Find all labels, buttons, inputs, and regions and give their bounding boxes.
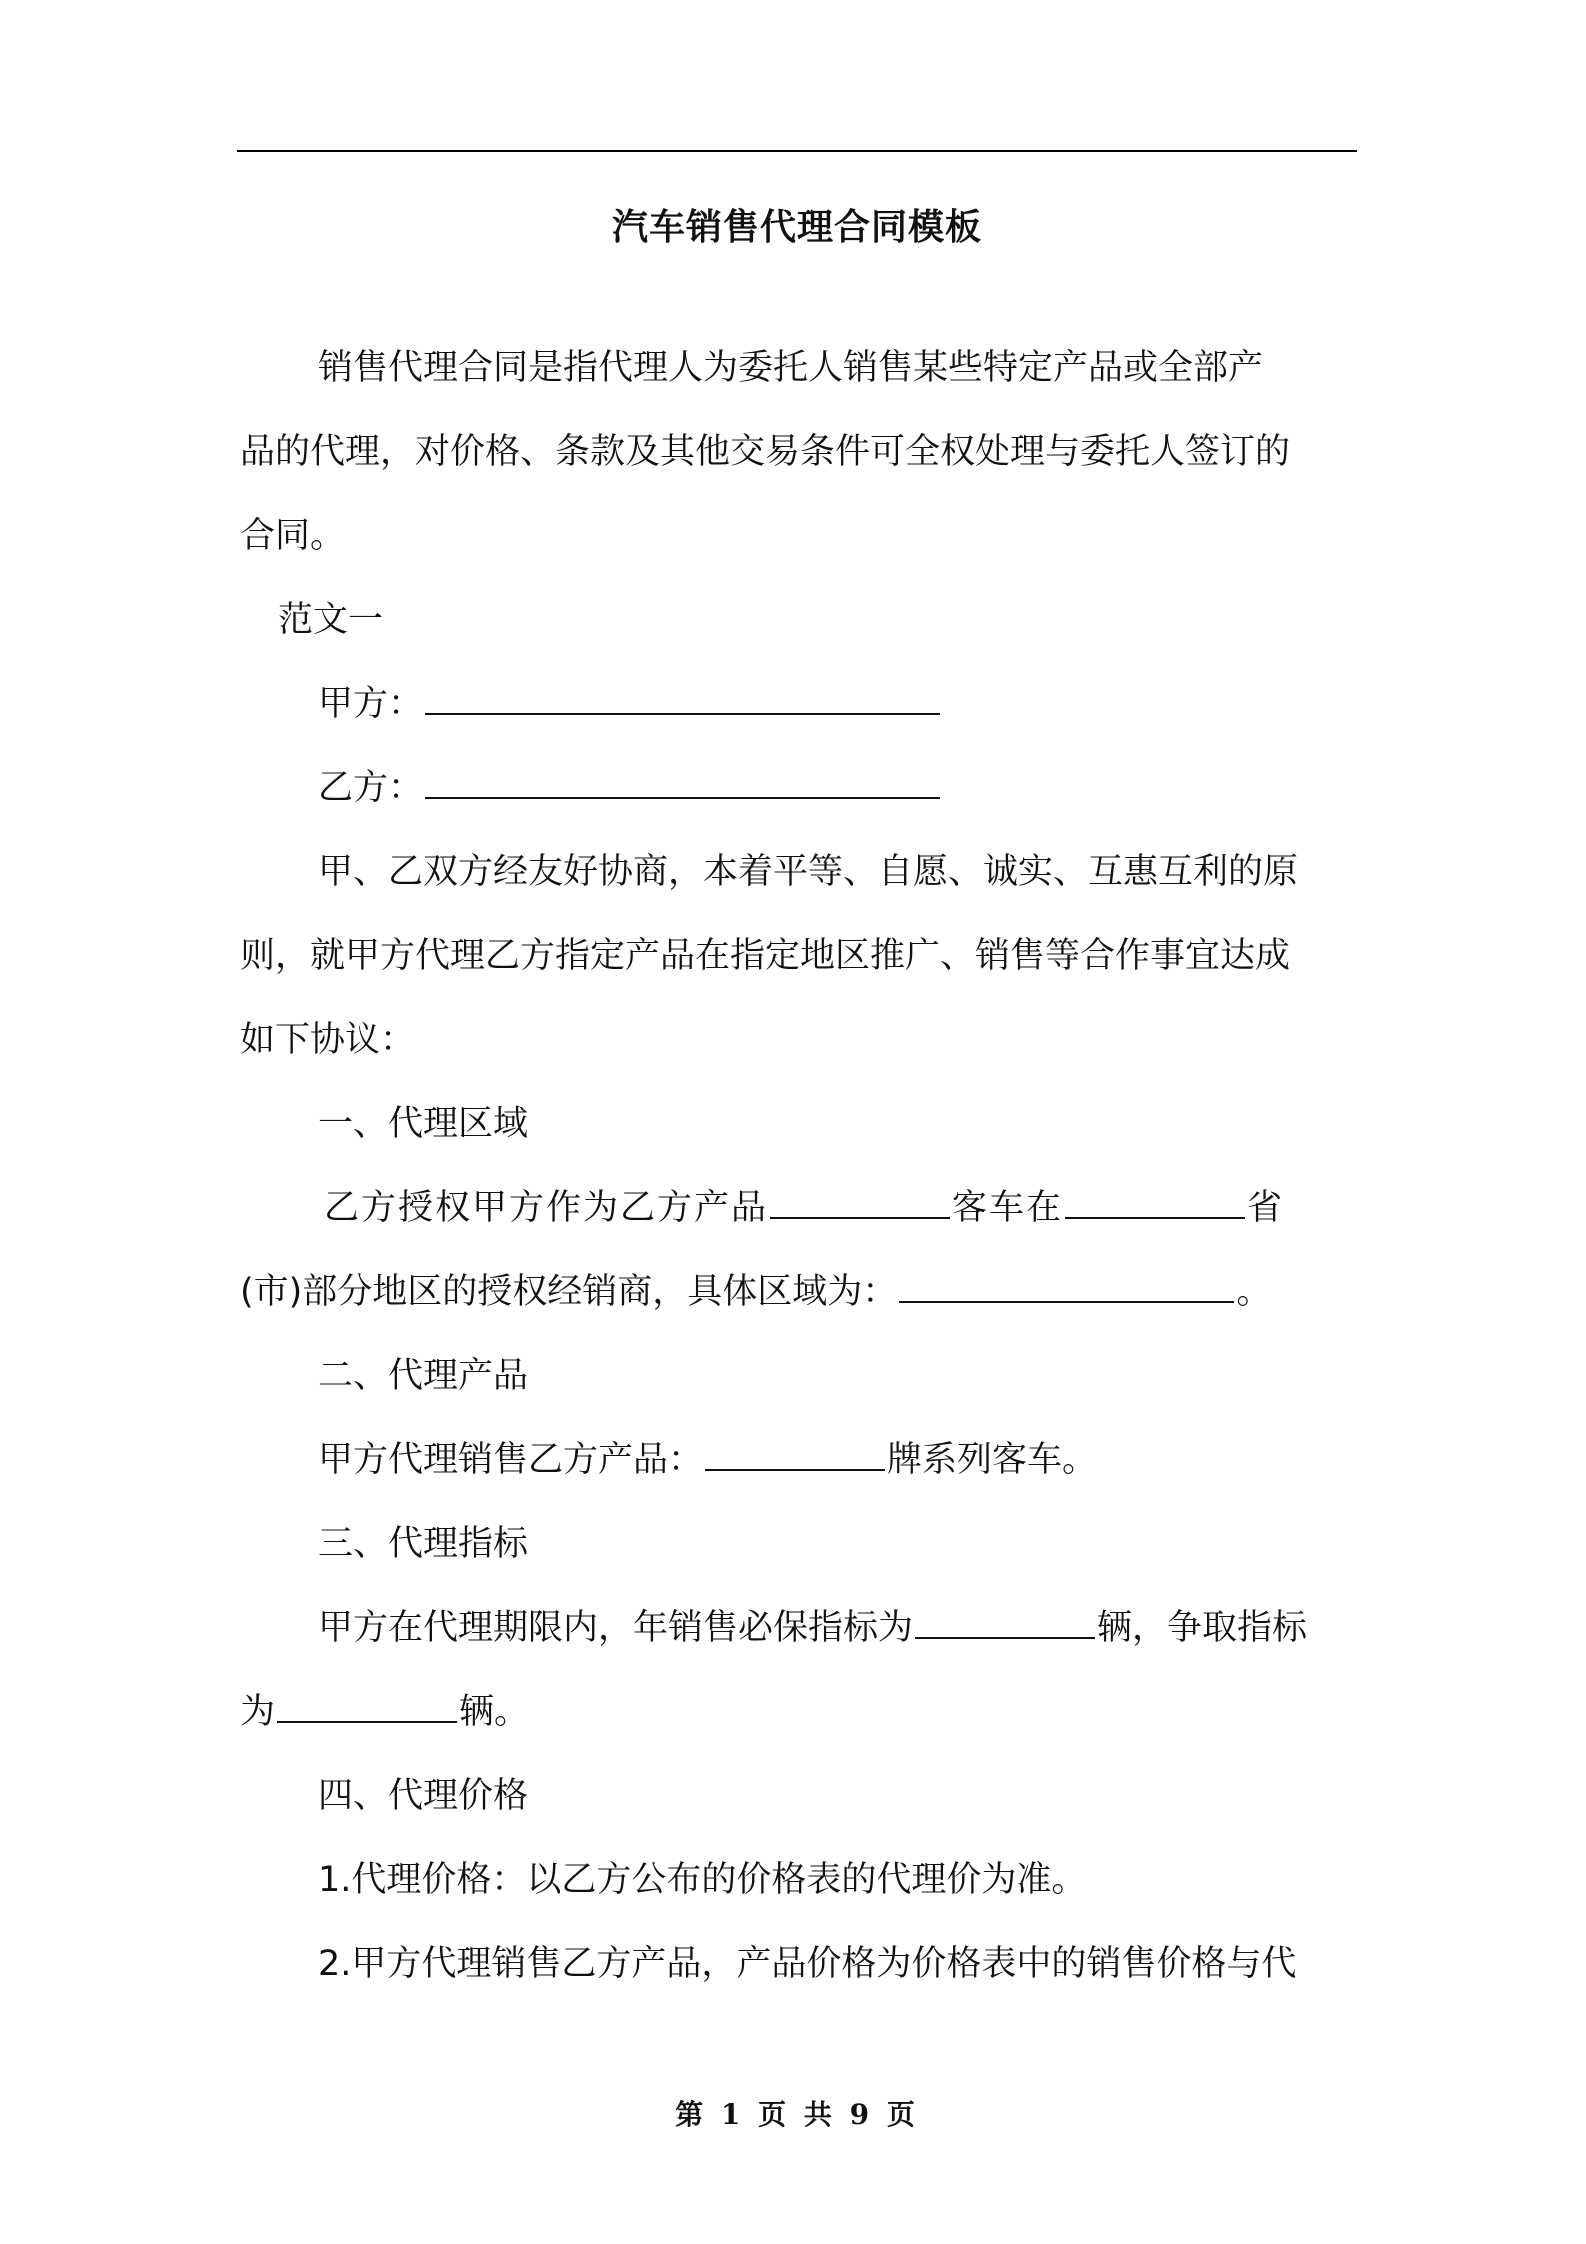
region-blank xyxy=(899,1271,1234,1303)
section-2-heading xyxy=(240,1334,1356,1418)
section-1-text-e: 。 xyxy=(1236,1272,1272,1312)
section-3-text-a: 甲方在代理期限内，年销售必保指标为 xyxy=(318,1608,914,1648)
party-b-line xyxy=(240,746,1356,830)
section-3-text-b: 辆，争取指标 xyxy=(1097,1608,1308,1648)
party-a-label: 甲方： xyxy=(318,684,424,724)
sample-heading-text: 范文一 xyxy=(278,600,384,640)
section-1-line-2 xyxy=(240,1250,1356,1334)
section-2-heading-text: 二、代理产品 xyxy=(318,1356,529,1396)
section-4-heading xyxy=(240,1754,1356,1838)
section-1-text-d: (市)部分地区的授权经销商，具体区域为： xyxy=(240,1272,898,1312)
preamble-line-1: 甲、乙双方经友好协商，本着平等、自愿、诚实、互惠互利的原 xyxy=(318,852,1299,892)
section-4-item-2-text: 2.甲方代理销售乙方产品，产品价格为价格表中的销售价格与代 xyxy=(318,1944,1297,1984)
preamble-line-3: 如下协议： xyxy=(240,1020,416,1060)
section-3-line-1 xyxy=(240,1586,1356,1670)
section-1-line-1 xyxy=(240,1166,1356,1250)
preamble-paragraph xyxy=(240,830,1356,914)
preamble-paragraph-cont xyxy=(240,914,1356,1082)
intro-line-1: 销售代理合同是指代理人为委托人销售某些特定产品或全部产 xyxy=(318,348,1264,388)
section-1-text-c: 省 xyxy=(1247,1188,1285,1228)
section-4-heading-text: 四、代理价格 xyxy=(318,1776,529,1816)
section-1-heading-text: 一、代理区域 xyxy=(318,1104,529,1144)
intro-line-2: 品的代理，对价格、条款及其他交易条件可全权处理与委托人签订的 xyxy=(240,432,1291,472)
intro-paragraph xyxy=(240,326,1356,410)
section-3-paragraph-cont xyxy=(240,1670,1356,1754)
product-blank xyxy=(770,1187,950,1219)
page-indicator: 第 1 页 共 9 页 xyxy=(675,2098,919,2131)
preamble-line-2: 则，就甲方代理乙方指定产品在指定地区推广、销售等合作事宜达成 xyxy=(240,936,1291,976)
intro-paragraph-cont xyxy=(240,410,1356,578)
sample-heading xyxy=(240,578,1356,662)
section-4-item-1-text: 1.代理价格：以乙方公布的价格表的代理价为准。 xyxy=(318,1860,1087,1900)
section-2-paragraph xyxy=(240,1418,1356,1502)
section-2-text-b: 牌系列客车。 xyxy=(887,1440,1098,1480)
province-blank xyxy=(1065,1187,1245,1219)
document-title: 汽车销售代理合同模板 xyxy=(611,207,982,248)
section-1-heading xyxy=(240,1082,1356,1166)
section-1-text-a: 乙方授权甲方作为乙方产品 xyxy=(324,1188,769,1228)
party-a-line xyxy=(240,662,1356,746)
section-1-text-b: 客车在 xyxy=(952,1188,1064,1228)
brand-blank xyxy=(705,1439,885,1471)
section-3-text-c: 为 xyxy=(240,1692,276,1732)
section-4-item-2 xyxy=(240,1922,1356,2006)
section-3-line-2 xyxy=(240,1670,1356,1754)
section-3-text-d: 辆。 xyxy=(459,1692,530,1732)
section-3-heading-text: 三、代理指标 xyxy=(318,1524,529,1564)
section-3-heading xyxy=(240,1502,1356,1586)
stretch-target-blank xyxy=(277,1691,457,1723)
party-a-blank xyxy=(425,683,940,715)
header-rule xyxy=(237,150,1357,152)
section-3-paragraph xyxy=(240,1586,1356,1670)
party-b-blank xyxy=(425,767,940,799)
document-body xyxy=(240,326,1356,2006)
section-2-text-a: 甲方代理销售乙方产品： xyxy=(318,1440,704,1480)
section-1-paragraph xyxy=(240,1166,1356,1250)
guaranteed-target-blank xyxy=(915,1607,1095,1639)
section-4-item-1 xyxy=(240,1838,1356,1922)
party-b-label: 乙方： xyxy=(318,768,424,808)
intro-line-3: 合同。 xyxy=(240,516,346,556)
section-1-paragraph-cont xyxy=(240,1250,1356,1334)
